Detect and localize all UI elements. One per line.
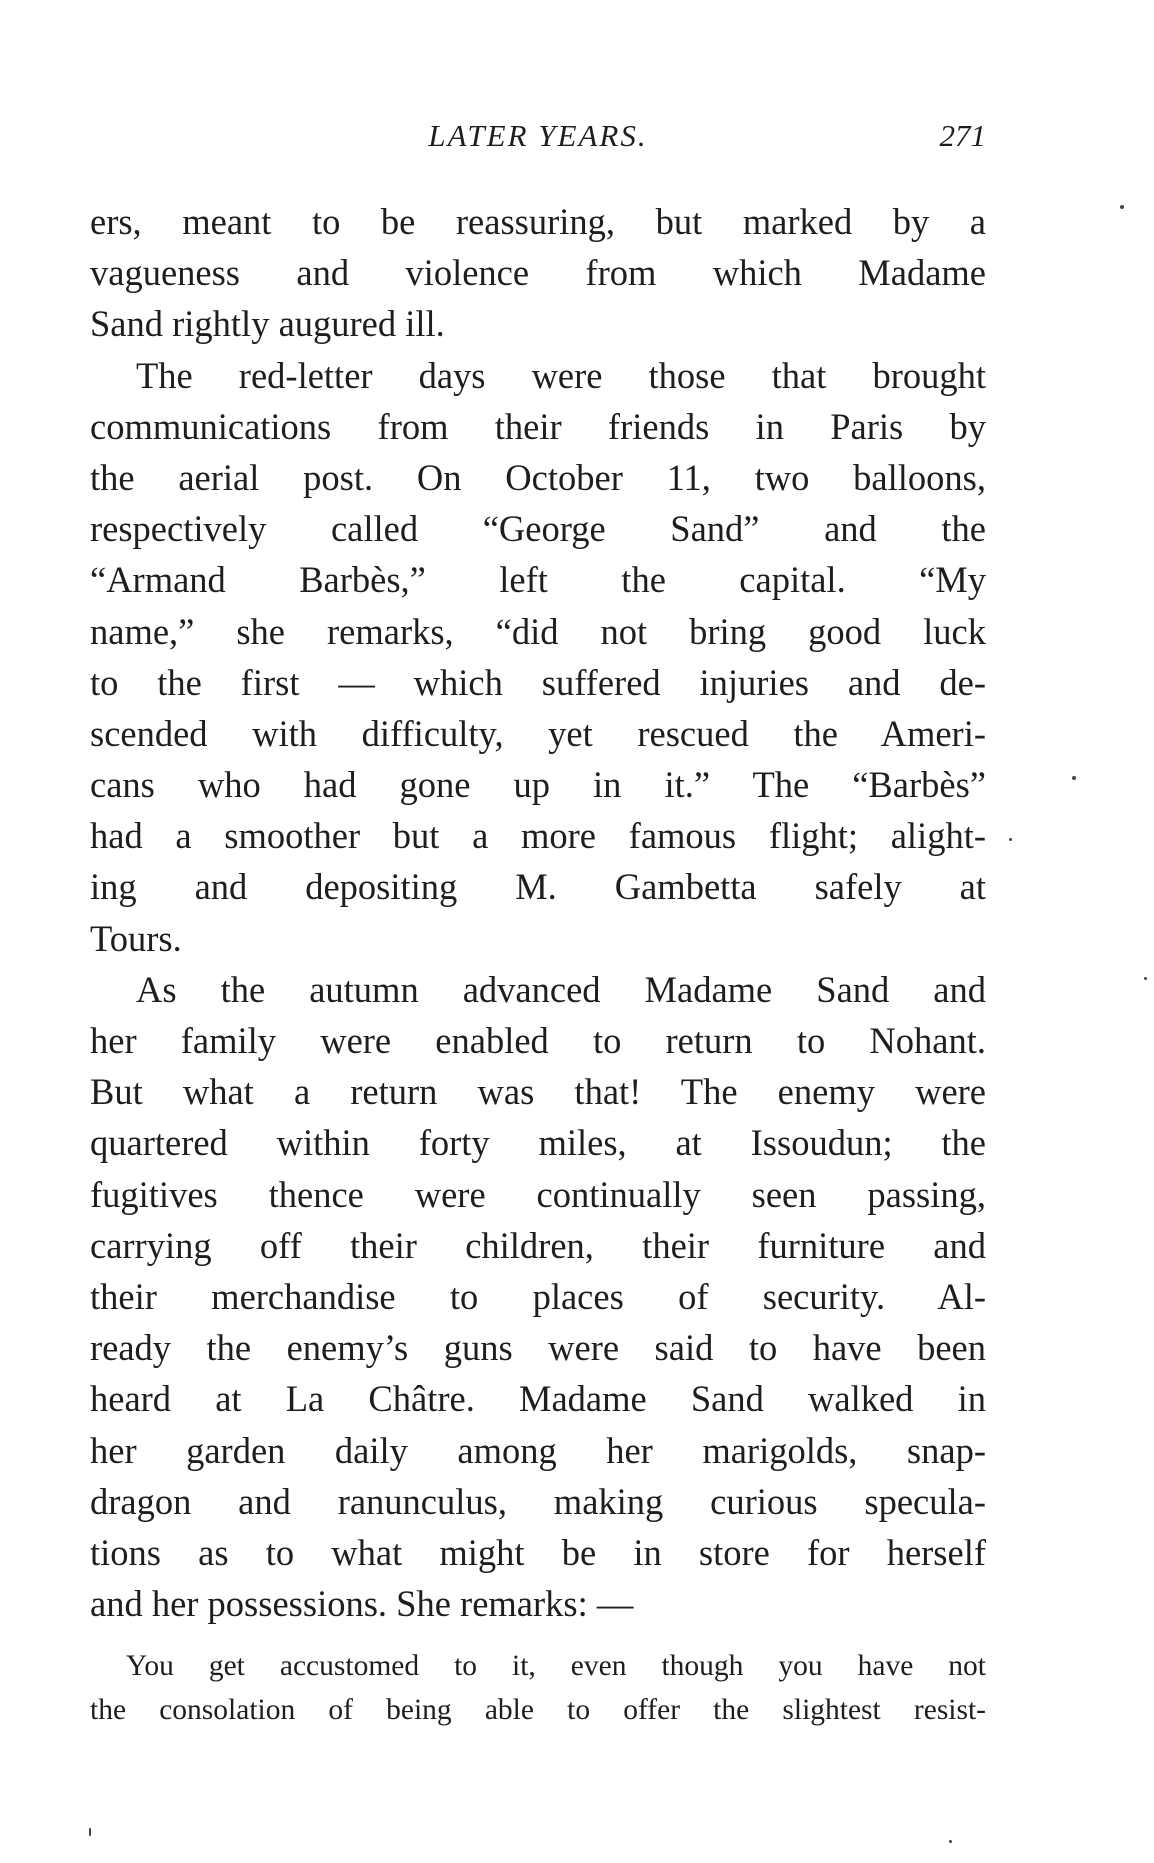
text-line: ready the enemy’s guns were said to have been <box>90 1327 986 1369</box>
text-line: fugitives thence were continually seen passing, <box>90 1173 986 1215</box>
text-line: vagueness and violence from which Madame <box>90 252 986 294</box>
text-line: her family were enabled to return to Nohant. <box>90 1020 986 1061</box>
running-head <box>90 118 986 158</box>
text-line: But what a return was that! The enemy were <box>90 1071 986 1113</box>
scan-speck <box>1120 205 1124 209</box>
text-line: and her possessions. She remarks: — <box>90 1583 634 1625</box>
text-line: had a smoother but a more famous flight; alight- <box>90 815 986 857</box>
text-line: As the autumn advanced Madame Sand and <box>136 968 986 1010</box>
text-line: “Armand Barbès,” left the capital. “My <box>90 559 986 601</box>
running-title: LATER YEARS. <box>428 118 648 153</box>
text-line: the aerial post. On October 11, two balloons, <box>90 456 986 498</box>
scan-speck <box>89 1828 91 1836</box>
scan-speck <box>1072 776 1076 780</box>
scan-speck <box>1144 977 1147 980</box>
quote-line: the consolation of being able to offer the slightest resist- <box>90 1694 986 1726</box>
text-line: Sand rightly augured ill. <box>90 303 445 345</box>
text-line: quartered within forty miles, at Issoudun; the <box>90 1122 986 1164</box>
body-text <box>90 196 986 1629</box>
text-line: communications from their friends in Paris by <box>90 405 986 447</box>
text-line: carrying off their children, their furniture and <box>90 1224 986 1266</box>
quote-line: You get accustomed to it, even though you have not <box>126 1650 986 1682</box>
text-line: Tours. <box>90 917 182 959</box>
text-line: heard at La Châtre. Madame Sand walked in <box>90 1378 986 1420</box>
text-line: ers, meant to be reassuring, but marked by a <box>90 201 986 242</box>
text-line: dragon and ranunculus, making curious specula- <box>90 1480 986 1522</box>
text-line: to the first — which suffered injuries and de- <box>90 661 986 703</box>
text-line: scended with difficulty, yet rescued the Ameri- <box>90 712 986 754</box>
page-number: 271 <box>939 118 986 153</box>
text-line: name,” she remarks, “did not bring good luck <box>90 610 986 652</box>
text-line: tions as to what might be in store for herself <box>90 1531 986 1573</box>
text-line: their merchandise to places of security. Al- <box>90 1275 986 1317</box>
block-quote <box>90 1644 986 1732</box>
scan-speck <box>1009 838 1012 841</box>
text-line: The red-letter days were those that brought <box>136 354 986 396</box>
text-line: cans who had gone up in it.” The “Barbès” <box>90 764 986 806</box>
text-line: her garden daily among her marigolds, snap- <box>90 1429 986 1471</box>
text-line: ing and depositing M. Gambetta safely at <box>90 866 986 908</box>
scan-speck <box>949 1840 952 1843</box>
text-line: respectively called “George Sand” and the <box>90 508 986 550</box>
